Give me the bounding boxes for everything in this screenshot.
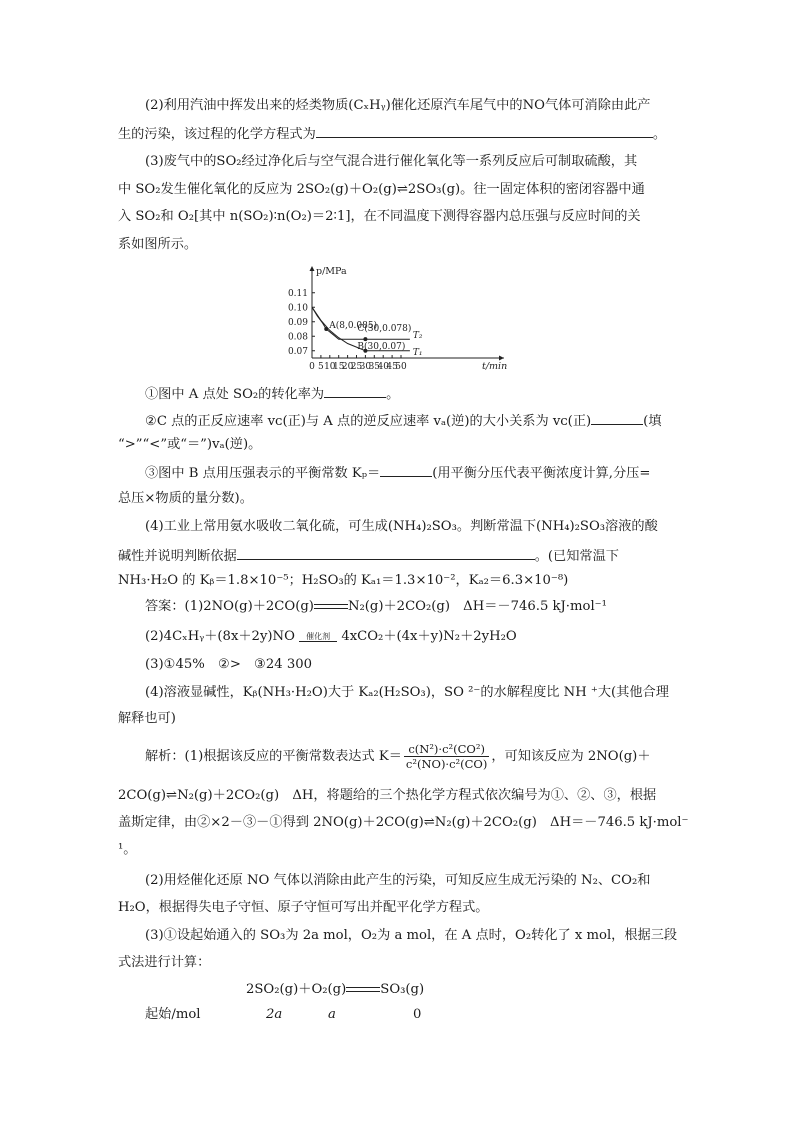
x-tick-label: 40 [377,362,389,372]
answer-1-left: 答案：(1)2NO(g)＋2CO(g) [145,599,314,614]
answer-blank[interactable] [591,411,643,425]
y-axis-label: p/MPa [316,266,347,277]
fraction-denominator: c²(NO)·c²(CO) [405,757,488,771]
q3-sub2-cont: “>”“<”或“＝”)vₐ(逆)。 [118,437,262,452]
data-point-label: B(30,0.07) [357,341,406,352]
data-point [324,327,328,331]
answer-1 [145,598,685,616]
q2-line2-text: 生的污染，该过程的化学方程式为 [118,127,316,142]
y-tick-label: 0.07 [287,346,308,357]
analysis-8: 式法进行计算： [118,955,211,970]
analysis-5: (2)用烃催化还原 NO 气体以消除由此产生的污染，可知反应生成无污染的 N₂、CO₂和 [145,873,651,888]
x-tick-label: 50 [395,362,407,372]
analysis-7: (3)①设起始通入的 SO₃为 2a mol，O₂为 a mol，在 A 点时，O₂转化了 x mol，根据三段 [145,928,678,943]
q3-sub3-text: ③图中 B 点用压强表示的平衡常数 Kₚ＝ [145,466,381,481]
q3-sub3 [145,463,685,483]
q3-sub2-end: (填 [643,414,662,429]
answer-2 [145,628,685,646]
y-tick-label: 0.08 [287,332,308,343]
analysis-3: 盖斯定律，由②×2－③－①得到 2NO(g)＋2CO(g)⇌N₂(g)＋2CO₂(g) ΔH＝－746.5 kJ·mol⁻ [118,815,689,830]
equilibrium-constant-fraction [404,742,489,771]
answer-2-left: (2)4CₓHᵧ＋(8x＋2y)NO [145,629,295,644]
answer-4: (4)溶液显碱性，Kᵦ(NH₃·H₂O)大于 Kₐ₂(H₂SO₃)，SO ²⁻的水解程度比 NH ⁺大(其他合理 [145,685,669,700]
catalyst-label: 催化剂 [306,631,331,641]
q3-line1: (3)废气中的SO₂经过净化后与空气混合进行催化氧化等一系列反应后可制取硫酸，其 [145,154,638,169]
x-axis-label: t/min [482,361,508,372]
q3-sub3-end: (用平衡分压代表平衡浓度计算,分压= [432,466,651,481]
x-tick-label: 5 [318,362,324,372]
x-axis-arrow-icon [499,356,504,361]
analysis-4: ¹。 [118,842,137,857]
x-tick-label: 45 [386,362,398,372]
answer-4-cont: 解释也可) [118,711,176,726]
equation-right: SO₃(g) [380,982,425,997]
equation-left: 2SO₂(g)＋O₂(g) [246,982,347,997]
q3-sub2 [145,411,685,431]
analysis-1-end: ，可知该反应为 2NO(g)＋ [491,749,651,764]
q4-line2-end: 。(已知常温下 [534,549,619,564]
q3-sub1-end: 。 [386,387,400,402]
y-tick-label: 0.10 [287,303,308,314]
row-value-so2: 2a [266,1007,283,1022]
q3-sub1 [145,384,685,404]
answer-1-right: N₂(g)＋2CO₂(g) ΔH＝－746.5 kJ·mol⁻¹ [347,599,607,614]
answer-blank[interactable] [324,384,386,398]
equilibrium-arrow-icon [346,987,380,992]
analysis-6: H₂O，根据得失电子守恒、原子守恒可写出并配平化学方程式。 [118,900,489,915]
x-tick-label: 15 [332,362,345,372]
answer-blank[interactable] [237,546,535,560]
x-tick-label: 20 [341,362,354,372]
catalyst-arrow-icon [299,632,337,642]
data-point-label: A(8,0.085) [329,321,378,331]
data-point [363,337,367,341]
q3-sub3-cont: 总压×物质的量分数)。 [118,491,253,506]
q4-line3: NH₃·H₂O 的 Kᵦ＝1.8×10⁻⁵；H₂SO₃的 Kₐ₁＝1.3×10⁻²，Kₐ₂＝6.3×10⁻⁸) [118,573,569,588]
q2-line2 [118,124,683,144]
x-tick-label: 0 [309,362,315,372]
q3-sub1-text: ①图中 A 点处 SO₂的转化率为 [145,387,325,402]
analysis-2: 2CO(g)⇌N₂(g)＋2CO₂(g) ΔH，将题给的三个热化学方程式依次编号为①、②、③，根据 [118,788,657,803]
q2-line2-end: 。 [652,127,666,142]
answer-3: (3)①45% ②> ③24 300 [145,657,313,672]
series-label: T₁ [412,347,423,358]
y-axis-arrow-icon [310,266,315,271]
series-label: T₂ [412,331,423,342]
data-point-label: C(30,0.078) [357,324,412,335]
initial-row [145,1006,685,1024]
q4-line1: (4)工业上常用氨水吸收二氧化硫，可生成(NH₄)₂SO₃。判断常温下(NH₄)₂SO₃溶液的酸 [145,519,658,534]
q2-line1: (2)利用汽油中挥发出来的烃类物质(CₓHᵧ)催化还原汽车尾气中的NO气体可消除由此产 [145,98,651,113]
row-value-so3: 0 [413,1007,422,1022]
pressure-time-chart [282,262,512,378]
q3-sub2-text: ②C 点的正反应速率 vᴄ(正)与 A 点的逆反应速率 vₐ(逆)的大小关系为 vᴄ(正) [145,414,592,429]
equilibrium-arrow-icon [314,604,348,609]
answer-blank[interactable] [380,463,432,477]
x-tick-label: 25 [350,362,363,372]
row-value-o2: a [328,1007,336,1022]
analysis-1-text: 解析：(1)根据该反应的平衡常数表达式 K＝ [145,749,402,764]
row-label: 起始/mol [145,1007,201,1022]
q3-line4: 系如图所示。 [118,237,198,252]
x-tick-label: 10 [324,362,336,372]
q3-line3: 入 SO₂和 O₂[其中 n(SO₂)∶n(O₂)＝2∶1]，在不同温度下测得容器内总压强与反应时间的关 [118,209,641,224]
y-tick-label: 0.11 [287,288,308,299]
x-tick-label: 30 [359,362,372,372]
q3-line2: 中 SO₂发生催化氧化的反应为 2SO₂(g)＋O₂(g)⇌2SO₃(g)。往一固定体积的密闭容器中通 [118,182,645,197]
three-stage-equation [246,981,446,999]
fraction-numerator: c(N²)·c²(CO²) [404,742,489,757]
q4-line2 [118,546,683,566]
x-tick-label: 35 [368,362,381,372]
y-tick-label: 0.09 [287,317,308,328]
q4-line2-text: 碱性并说明判断依据 [118,549,237,564]
answer-2-right: 4xCO₂＋(4x＋y)N₂＋2yH₂O [341,629,517,644]
analysis-1 [145,742,685,772]
answer-blank[interactable] [316,124,653,138]
